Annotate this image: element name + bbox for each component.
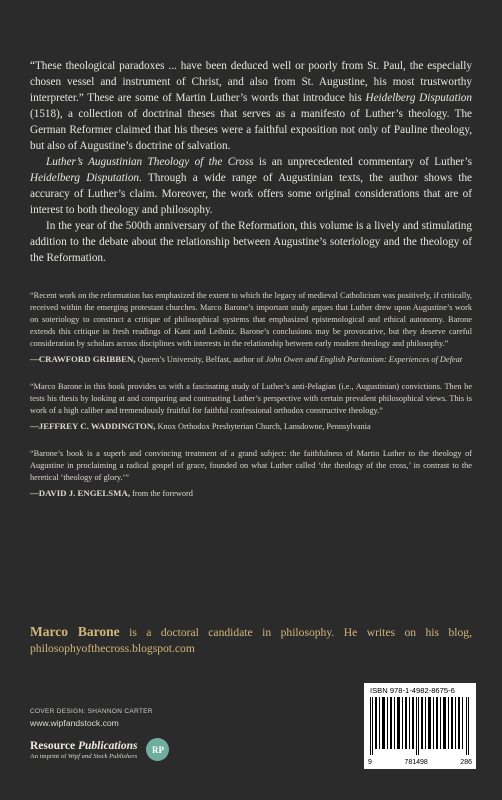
description-paragraph: “These theological paradoxes ... have been deduced well or poorly from St. Paul, the especially chosen vessel and instrument of Christ, and also from St. Augustine, his most trustworthy interpreter.” These are some of Martin Luther’s words that introduce his Heidelberg Disputation (1518), a collection of doctrinal theses that serves as a manifesto of Luther’s theology. The German Reformer claimed that his theses were a faithful exposition not only of Pauline theology, but also of Augustine’s doctrine of salvation. (30, 60, 472, 152)
publisher-row (30, 738, 169, 761)
barcode-bars-icon (370, 697, 470, 755)
endorsement-quote: “Marco Barone in this book provides us with a fascinating study of Luther’s anti-Pelagian (i.e., Augustinian) convictions. Then he tests his thesis by looking at and comparing and contrasting Luther’s perspective with certain prevalent philosophical views. This is work of a high caliber and tremendously fruitful for faithful confessional orthodox constructive theology.” (30, 382, 472, 415)
author-bio: Marco Barone is a doctoral candidate in philosophy. He writes on his blog, philosophyofthecross.blogspot.com (30, 624, 472, 655)
isbn-label: ISBN 978-1-4982-8675-6 (370, 686, 455, 695)
cover-design-credit: COVER DESIGN: SHANNON CARTER (30, 708, 153, 715)
endorsement-quote: “Recent work on the reformation has emphasized the extent to which the legacy of medieval Catholicism was positively, if critically, received within the emerging protestant churches. Marco Barone’s important study argues that Luther drew upon Augustine’s work on soteriology to construct a critique of philosophical systems that emphasized epistemological and ethical autonomy. Barone extends this critique in fresh readings of Kant and Leibniz. Barone’s conclusions may be provocative, but they deserve careful consideration by scholars across disciplines with interests in the relationship between early modern theology and philosophy.” (30, 291, 472, 348)
author-name: Marco Barone (30, 624, 120, 639)
endorsement-attribution: —JEFFREY C. WADDINGTON, Knox Orthodox Presbyterian Church, Lansdowne, Pennsylvania (30, 421, 371, 431)
barcode (364, 683, 476, 769)
publisher-imprint: An imprint of Wipf and Stock Publishers (30, 752, 138, 760)
description-paragraph: In the year of the 500th anniversary of the Reformation, this volume is a lively and stimulating addition to the debate about the relationship between Augustine’s soteriology and the theology of the Reformation. (30, 220, 472, 264)
description (30, 58, 472, 266)
publisher-name: Resource Publications (30, 739, 138, 752)
publisher-block (30, 708, 169, 761)
endorsement-attribution: —CRAWFORD GRIBBEN, Queen’s University, Belfast, author of John Owen and English Puritanism: Experiences of Defeat (30, 354, 463, 364)
rp-logo-icon: RP (146, 738, 169, 761)
barcode-digits: 9 781498 286 (368, 759, 472, 766)
publisher-url: www.wipfandstock.com (30, 718, 119, 728)
endorsement-quote: “Barone’s book is a superb and convincing treatment of a grand subject: the faithfulness of Martin Luther to the theology of Augustine in proclaiming a radical gospel of grace, founded on what Luther called ‘the theology of the cross,’ in contrast to the heretical ‘theology of glory.’” (30, 449, 472, 482)
endorsement-attribution: —DAVID J. ENGELSMA, from the foreword (30, 488, 193, 498)
description-paragraph: Luther’s Augustinian Theology of the Cross is an unprecedented commentary of Luther’s Heidelberg Disputation. Through a wide range of Augustinian texts, the author shows the accuracy of Luther’s claim. Moreover, the work offers some original considerations that are of interest to both theology and philosophy. (30, 156, 473, 216)
endorsements (30, 290, 472, 501)
back-cover (30, 58, 472, 515)
